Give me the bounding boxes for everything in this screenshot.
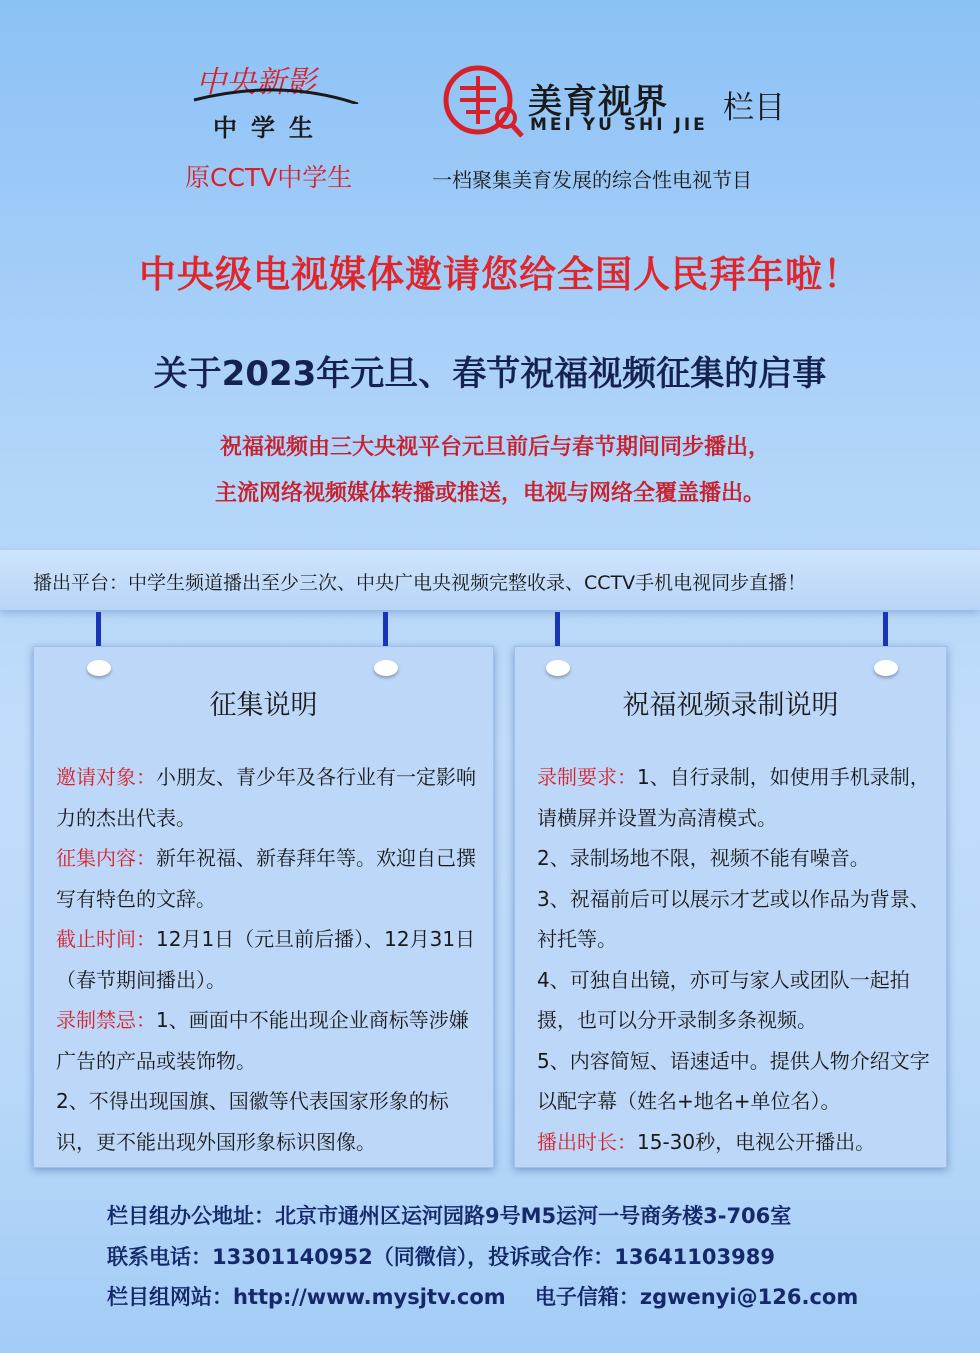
item-text: 新年祝福、新春拜年等。欢迎自己撰写有特色的文辞。: [56, 846, 476, 911]
logo-left-former-name: 原CCTV中学生: [185, 163, 353, 192]
cctv-zhongxuesheng-logo: [180, 60, 370, 200]
list-item: [56, 919, 479, 1000]
card-title: 祝福视频录制说明: [622, 690, 839, 721]
list-item: [56, 838, 479, 919]
item-text: 5、内容简短、语速适中。提供人物介绍文字以配字幕（姓名+地名+单位名）。: [537, 1048, 930, 1113]
svg-text:中央新影: 中央新影: [196, 65, 316, 100]
logo-right-title: 美育视界: [528, 82, 668, 122]
meiyu-circle-logo-icon: [440, 60, 530, 140]
calligraphy-logo-icon: [190, 60, 360, 104]
logo-right-slogan: 一档聚集美育发展的综合性电视节目: [432, 168, 752, 192]
contact-footer: [107, 1196, 967, 1318]
connector-knob: [546, 660, 570, 676]
list-item: [56, 1081, 479, 1162]
website-email: 栏目组网站：http://www.mysjtv.com 电子信箱：zgwenyi@126.com: [107, 1285, 859, 1309]
logo-right-pinyin: MEI YU SHI JIE: [530, 115, 708, 135]
item-text: 1、画面中不能出现企业商标等涉嫌广告的产品或装饰物。: [56, 1008, 469, 1073]
item-label: 录制要求：: [537, 765, 637, 789]
subheadline: 关于2023年元旦、春节祝福视频征集的启事: [153, 354, 827, 394]
list-item: [537, 879, 932, 960]
meiyu-shijie-logo: [432, 60, 820, 200]
notice-line-2: 主流网络视频媒体转播或推送，电视与网络全覆盖播出。: [214, 481, 765, 506]
item-label: 截止时间：: [56, 927, 156, 951]
card-title: 征集说明: [209, 690, 318, 721]
item-label: 播出时长：: [537, 1129, 637, 1154]
list-item: [56, 757, 479, 838]
office-address: 栏目组办公地址：北京市通州区运河园路9号M5运河一号商务楼3-706室: [107, 1204, 792, 1228]
connector-knob: [87, 660, 111, 676]
list-item: [537, 757, 932, 838]
collection-info-card: [33, 646, 494, 1168]
platform-text: 播出平台：中学生频道播出至少三次、中央广电央视频完整收录、CCTV手机电视同步直播！: [33, 572, 807, 594]
logo-right-column: 栏目: [723, 90, 785, 126]
notice-line-1: 祝福视频由三大央视平台元旦前后与春节期间同步播出，: [219, 435, 770, 460]
item-text: 1、自行录制，如使用手机录制，请横屏并设置为高清模式。: [537, 765, 930, 830]
list-item: [537, 1041, 932, 1122]
item-label: 录制禁忌：: [56, 1008, 156, 1032]
platform-bar: [0, 550, 980, 610]
item-text: 小朋友、青少年及各行业有一定影响力的杰出代表。: [56, 765, 476, 830]
item-label: 邀请对象：: [56, 765, 156, 789]
list-item: [537, 838, 932, 879]
connector-knob: [874, 660, 898, 676]
list-item: [537, 960, 932, 1041]
connector-knob: [374, 660, 398, 676]
item-text: 3、祝福前后可以展示才艺或以作品为背景、衬托等。: [537, 886, 930, 951]
headline: 中央级电视媒体邀请您给全国人民拜年啦！: [139, 253, 861, 296]
item-label: 征集内容：: [56, 846, 156, 870]
item-text: 4、可独自出镜，亦可与家人或团队一起拍摄，也可以分开录制多条视频。: [537, 967, 910, 1032]
list-item: [56, 1000, 479, 1081]
item-text: 2、不得出现国旗、国徽等代表国家形象的标识，更不能出现外国形象标识图像。: [56, 1089, 449, 1154]
item-text: 15-30秒，电视公开播出。: [637, 1129, 876, 1154]
item-text: 12月1日（元旦前后播）、12月31日（春节期间播出）。: [56, 927, 476, 992]
list-item: [537, 1122, 932, 1163]
item-text: 2、录制场地不限，视频不能有噪音。: [537, 846, 870, 870]
recording-info-card: [514, 646, 947, 1168]
logo-left-name: 中学生: [213, 114, 327, 142]
contact-phone: 联系电话：13301140952（同微信），投诉或合作：13641103989: [107, 1244, 775, 1269]
